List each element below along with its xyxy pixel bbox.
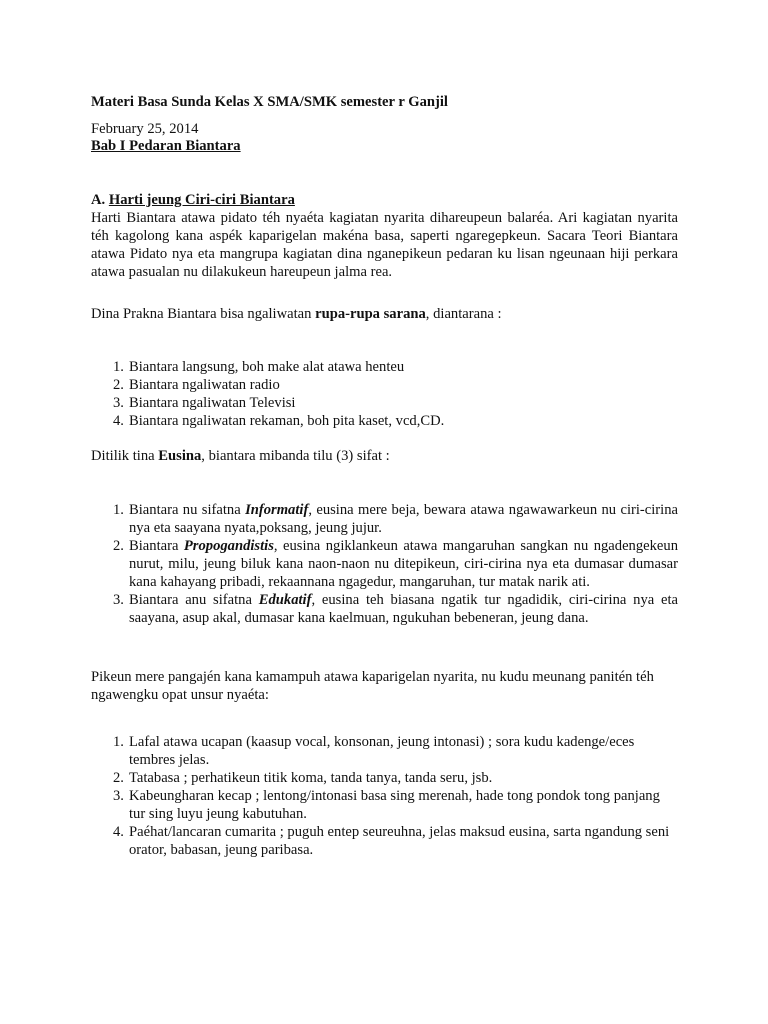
list-item [91,537,678,591]
list-number: 3. [113,592,124,608]
intro-sarana-after: , diantarana : [425,306,502,322]
list-number: 2. [113,538,124,554]
list-item [91,591,678,627]
sifat-text-after: , eusina mere beja, bewara atawa ngawawarkeun nu ciri-cirina nya eta saayana nyata,poksang, jeung jujur. [129,502,678,536]
intro-eusina-after: , biantara mibanda tilu (3) sifat : [201,448,390,464]
list-item-text [129,537,678,591]
post-date: February 25, 2014 [91,121,199,137]
list-item-text [129,501,678,537]
definition-paragraph: Harti Biantara atawa pidato téh nyaéta kagiatan nyarita dihareupeun balaréa. Ari kagiatan nyarita téh kagolong kana aspék kaparigelan makéna basa, saperti ngaregepkeun. Sacara Teori Biantara atawa Pidato nya eta mangrupa kagiatan dina nganepikeun pedaran ku lisan ngeunaan hiji perkara atawa pasualan nu dilakukeun hareupeun jalma rea. [91,210,678,280]
list-number: 4. [113,824,124,840]
sifat-text-after: , eusina teh biasana ngatik tur ngadidik, ciri-cirina nya eta saayana, asup akal, dumasar kana kaelmuan, ngukuhan bebeneran, jeung dana. [129,592,679,626]
intro-eusina-bold: Eusina [158,448,202,464]
list-item-text: Lafal atawa ucapan (kaasup vocal, konsonan, jeung intonasi) ; sora kudu kadenge/eces tembres jelas. [129,734,635,768]
intro-eusina-before: Ditilik tina [91,448,159,464]
intro-sarana-bold: rupa-rupa sarana [315,306,426,322]
list-item-text: Biantara langsung, boh make alat atawa henteu [129,359,405,375]
list-item [91,358,678,376]
chapter-heading: Bab I Pedaran Biantara [91,138,241,154]
list-number: 2. [113,770,124,786]
list-item-text: Tatabasa ; perhatikeun titik koma, tanda tanya, tanda seru, jsb. [129,770,493,786]
intro-sarana [91,305,678,323]
list-item [91,823,678,859]
document-title: Materi Basa Sunda Kelas X SMA/SMK semester r Ganjil [91,94,448,110]
list-item [91,787,678,823]
list-number: 3. [113,395,124,411]
list-number: 1. [113,502,124,518]
intro-unsur: Pikeun mere pangajén kana kamampuh atawa kaparigelan nyarita, nu kudu meunang panitén téh ngawengku opat unsur nyaéta: [91,669,654,703]
list-item [91,733,678,769]
list-number: 2. [113,377,124,393]
sifat-text-before: Biantara [129,538,184,554]
list-item [91,394,678,412]
list-number: 4. [113,413,124,429]
sifat-text-before: Biantara anu sifatna [129,592,259,608]
sifat-term: Edukatif [258,592,312,608]
section-a-title: Harti jeung Ciri-ciri Biantara [108,192,295,208]
sifat-term: Propogandistis [183,538,274,554]
intro-eusina [91,447,678,465]
list-item-text: Biantara ngaliwatan Televisi [129,395,296,411]
section-a-heading [91,191,678,209]
list-item-text: Paéhat/lancaran cumarita ; puguh entep seureuhna, jelas maksud eusina, sarta ngandung seni orator, babasan, jeung paribasa. [129,824,670,858]
sifat-list [91,501,678,627]
list-item [91,769,678,787]
list-item-text [129,591,678,627]
list-item-text: Kabeungharan kecap ; lentong/intonasi basa sing merenah, hade tong pondok tong panjang tur sing luyu jeung kabutuhan. [129,788,660,822]
sarana-list [91,358,678,430]
sifat-text-after: , eusina ngiklankeun atawa mangaruhan sangkan nu ngadengekeun nurut, milu, jeung biluk kana naon-naon nu ditepikeun, ciri-cirina nya eta dumasar dumasar kana kahayang pribadi, rekaannana ngagedur, mangaruhan, tur matak narik ati. [129,538,678,590]
list-item-text: Biantara ngaliwatan rekaman, boh pita kaset, vcd,CD. [129,413,445,429]
intro-sarana-before: Dina Prakna Biantara bisa ngaliwatan [91,306,316,322]
list-number: 1. [113,359,124,375]
unsur-list [91,733,678,859]
sifat-text-before: Biantara nu sifatna [129,502,246,518]
list-item-text: Biantara ngaliwatan radio [129,377,280,393]
list-item [91,412,678,430]
list-number: 1. [113,734,124,750]
list-item [91,501,678,537]
list-item [91,376,678,394]
section-a-prefix: A. [91,192,109,208]
list-number: 3. [113,788,124,804]
sifat-term: Informatif [245,502,309,518]
